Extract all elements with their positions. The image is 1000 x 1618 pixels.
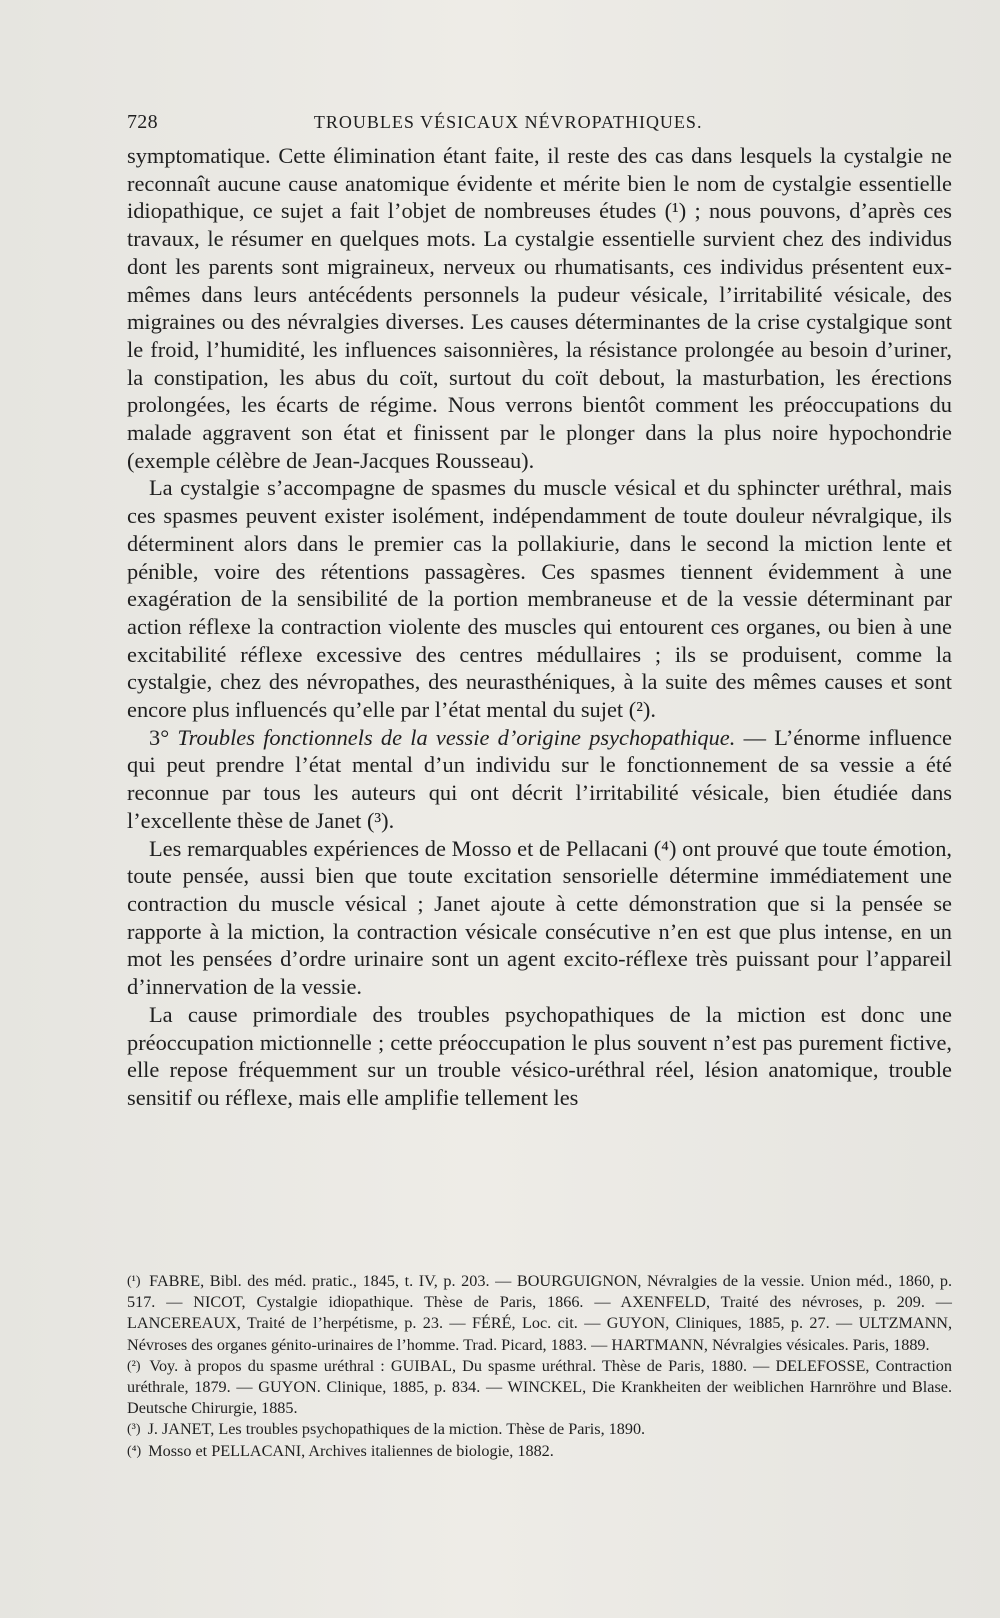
footnote-2 (127, 1356, 952, 1420)
footnote-1-marker: (¹) (127, 1274, 141, 1289)
running-title: TROUBLES VÉSICAUX NÉVROPATHIQUES. (313, 111, 703, 132)
page-header (127, 103, 942, 141)
section-3-title: Troubles fonctionnels de la vessie d’origine psychopathique. (177, 724, 736, 750)
section-3-text: L’énorme influence qui peut prendre l’état mental d’un individu sur le fonctionnement de sa vessie a été reconnue par tous les auteurs qui ont décrit l’irritabilité vésicale, bien étudiée dans l’excellente thèse de Janet (³). (127, 724, 952, 833)
footnote-4-text: Mosso et PELLACANI, Archives italiennes de biologie, 1882. (148, 1441, 554, 1460)
paragraph-1: symptomatique. Cette élimination étant faite, il reste des cas dans lesquels la cystalgie ne reconnaît aucune cause anatomique évidente et mérite bien le nom de cystalgie essentielle idiopathique, ce sujet a fait l’objet de nombreuses études (¹) ; nous pouvons, d’après ces travaux, le résumer en quelques mots. La cystalgie essentielle survient chez des individus dont les parents sont migraineux, nerveux ou rhumatisants, ces individus présentent eux-mêmes dans leurs antécédents personnels la pudeur vésicale, l’irritabilité vésicale, des migraines ou des névralgies diverses. Les causes déterminantes de la crise cystalgique sont le froid, l’humidité, les influences saisonnières, la résistance prolongée au besoin d’uriner, la constipation, les abus du coït, surtout du coït debout, la masturbation, les érections prolongées, les écarts de régime. Nous verrons bientôt comment les préoccupations du malade aggravent son état et finissent par le plonger dans la plus noire hypochondrie (exemple célèbre de Jean-Jacques Rousseau). (127, 143, 952, 473)
section-3-number: 3° (149, 724, 170, 750)
footnote-3 (127, 1419, 952, 1440)
footnote-3-text: J. JANET, Les troubles psychopathiques de la miction. Thèse de Paris, 1890. (147, 1420, 646, 1439)
paragraph-4: Les remarquables expériences de Mosso et de Pellacani (⁴) ont prouvé que toute émotion, toute pensée, aussi bien que toute excitation sensorielle détermine immédiatement une contraction du muscle vésical ; Janet ajoute à cette démonstration que si la pensée se rapporte à la miction, la contraction vésicale consécutive n’en est que plus intense, en un mot les pensées d’ordre urinaire sont un agent excito-réflexe très puissant pour l’appareil d’innervation de la vessie. (127, 835, 952, 1000)
paragraph-5: La cause primordiale des troubles psychopathiques de la miction est donc une préoccupation mictionnelle ; cette préoccupation le plus souvent n’est pas purement fictive, elle repose fréquemment sur un trouble vésico-uréthral réel, lésion anatomique, trouble sensitif ou réflexe, mais elle amplifie tellement les (127, 1001, 952, 1110)
footnote-1 (127, 1271, 952, 1356)
footnote-4 (127, 1441, 952, 1462)
section-3-paragraph (127, 724, 952, 835)
footnote-2-text: Voy. à propos du spasme uréthral : GUIBAL, Du spasme uréthral. Thèse de Paris, 1880. — DELEFOSSE, Contraction uréthrale, 1879. — GUYON. Clinique, 1885, p. 834. — WINCKEL, Die Krankheiten der weiblichen Harnröhre und Blase. Deutsche Chirurgie, 1885. (127, 1356, 952, 1418)
footnotes (127, 1271, 952, 1462)
main-text (127, 142, 952, 1112)
footnote-3-marker: (³) (127, 1422, 141, 1438)
paragraph-2: La cystalgie s’accompagne de spasmes du muscle vésical et du sphincter uréthral, mais ces spasmes peuvent exister isolément, indépendamment de toute douleur névralgique, ils déterminent alors dans le premier cas la pollakiurie, dans le second la miction lente et pénible, voire des rétentions passagères. Ces spasmes tiennent évidemment à une exagération de la sensibilité de la portion membraneuse et de la vessie déterminant par action réflexe la contraction violente des muscles qui entourent ces organes, ou bien à une excitabilité réflexe excessive des centres médullaires ; ils se produisent, comme la cystalgie, chez des névropathes, des neurasthéniques, à la suite des mêmes causes et sont encore plus influencés qu’elle par l’état mental du sujet (²). (127, 475, 952, 723)
footnote-4-marker: (⁴) (127, 1443, 142, 1459)
page-number: 728 (127, 110, 158, 133)
footnote-1-text: FABRE, Bibl. des méd. pratic., 1845, t. IV, p. 203. — BOURGUIGNON, Névralgies de la vessie. Union méd., 1860, p. 517. — NICOT, Cystalgie idiopathique. Thèse de Paris, 1866. — AXENFELD, Traité des névroses, p. 209. — LANCEREAUX, Traité de l’herpétisme, p. 23. — FÉRÉ, Loc. cit. — GUYON, Cliniques, 1885, p. 27. — ULTZMANN, Névroses des organes génito-urinaires de l’homme. Trad. Picard, 1883. — HARTMANN, Névralgies vésicales. Paris, 1889. (127, 1272, 952, 1354)
footnote-2-marker: (²) (127, 1358, 141, 1374)
section-3-dash: — (743, 724, 775, 750)
